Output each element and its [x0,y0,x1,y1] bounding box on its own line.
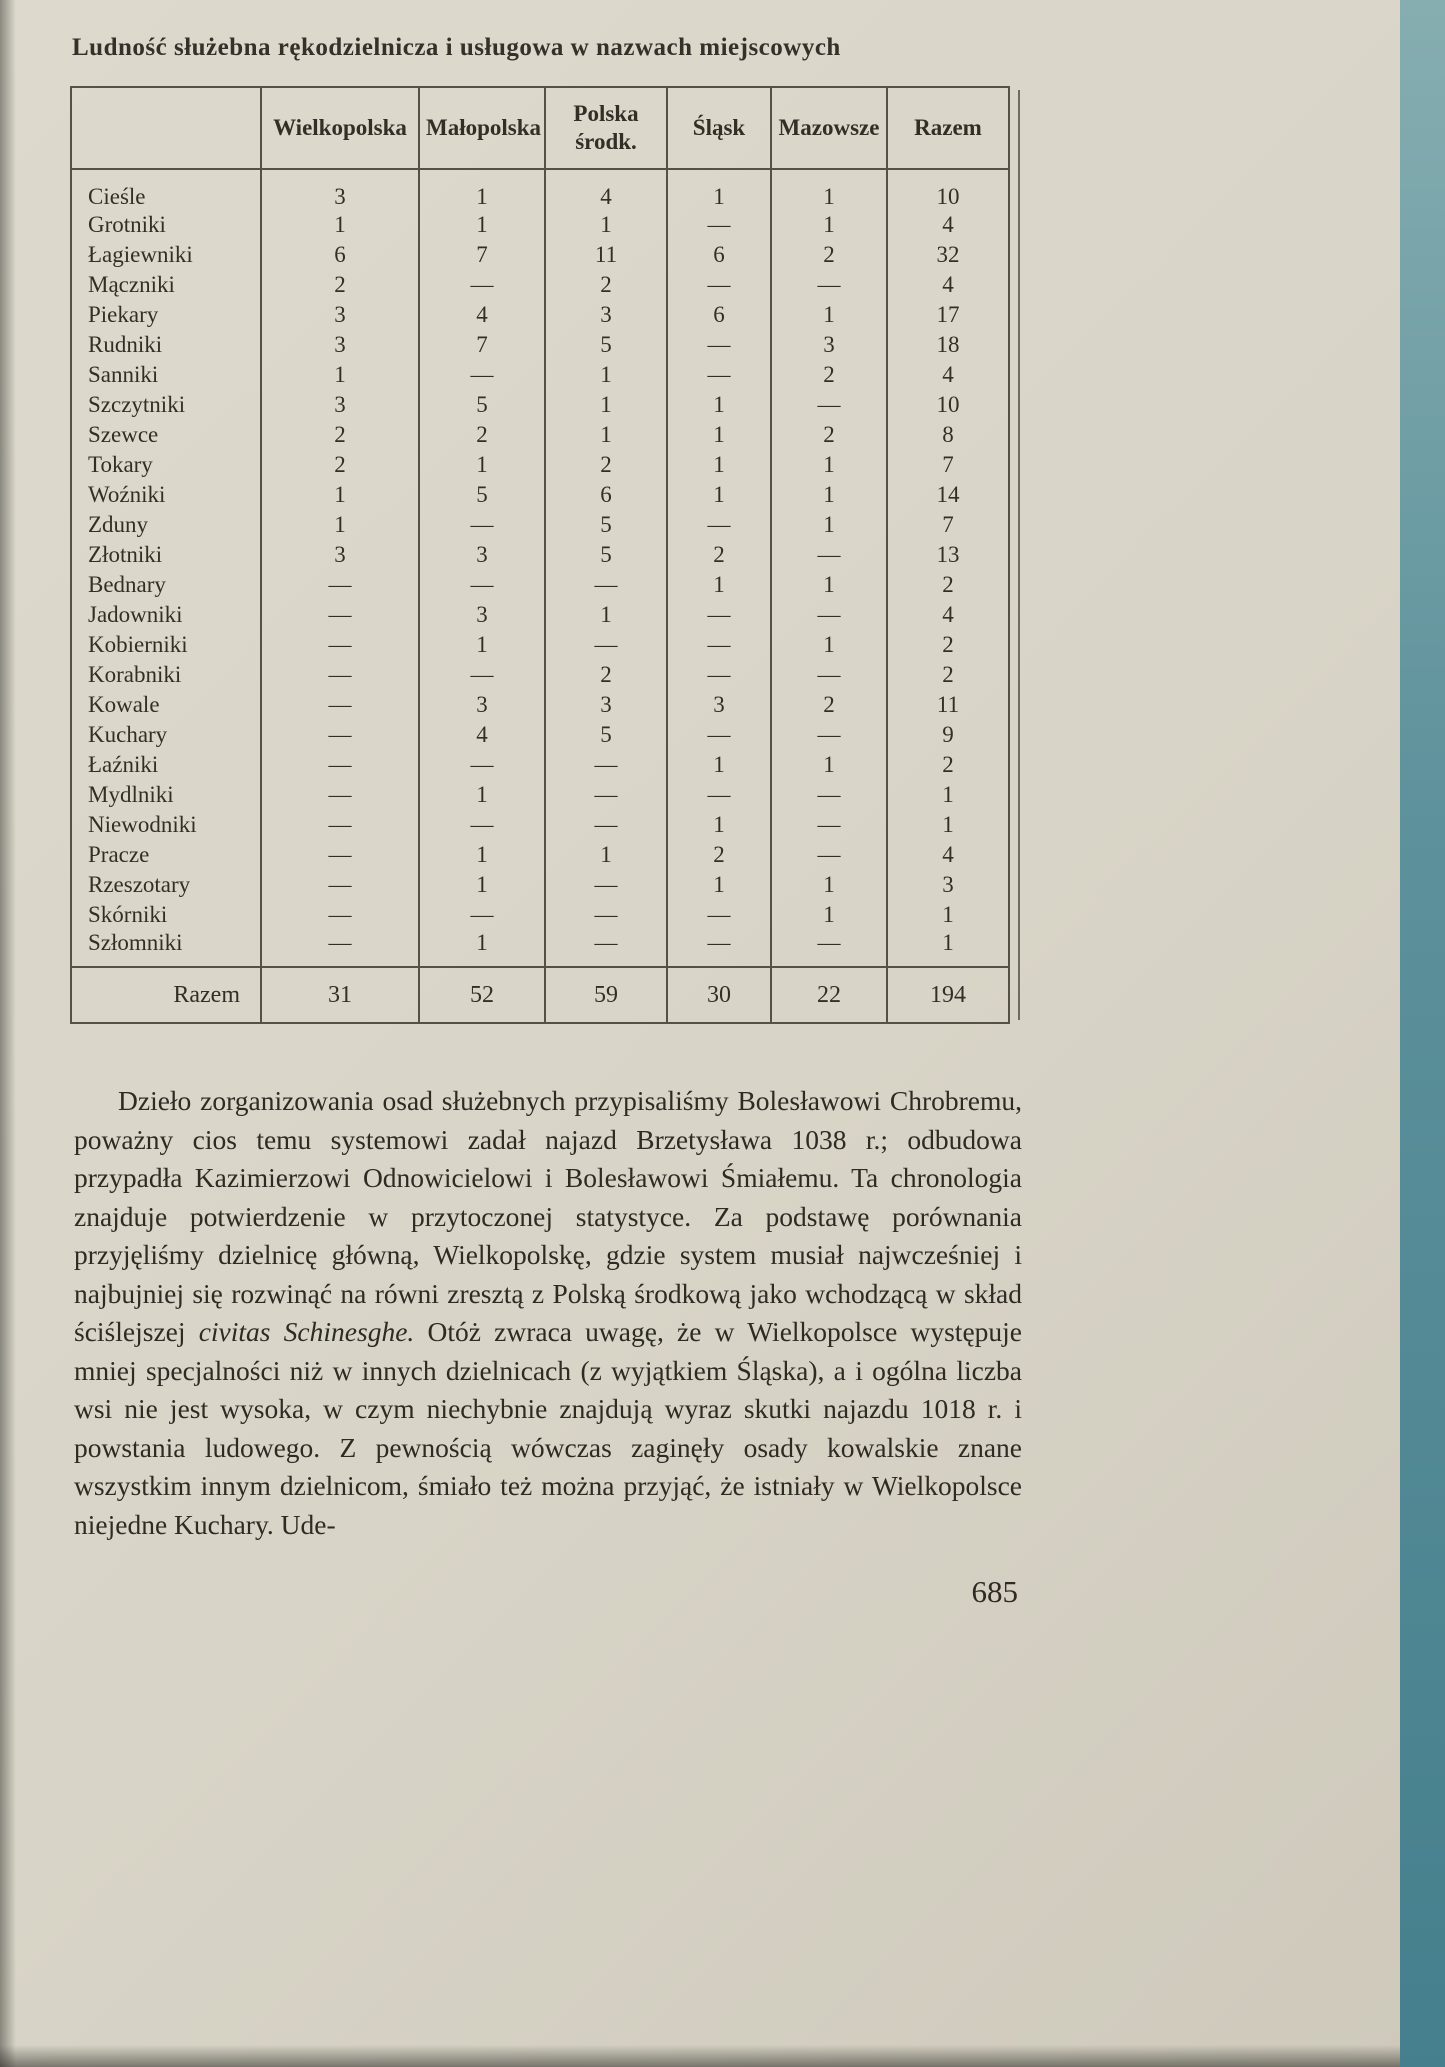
value-cell: 2 [887,660,1009,690]
value-cell: 2 [771,360,887,390]
value-cell: 5 [545,540,667,570]
value-cell: 11 [887,690,1009,720]
column-header-1: Wielkopolska [261,87,419,169]
value-cell: — [261,690,419,720]
value-cell: — [261,840,419,870]
table-row [71,270,1009,300]
value-cell: 18 [887,330,1009,360]
value-cell: 2 [261,450,419,480]
value-cell: 6 [261,240,419,270]
page-number: 685 [971,1574,1018,1609]
table-row [71,300,1009,330]
value-cell: — [667,510,771,540]
total-cell: 59 [545,967,667,1023]
value-cell: — [667,660,771,690]
table-row [71,540,1009,570]
row-label: Mączniki [71,270,261,300]
value-cell: 1 [667,450,771,480]
value-cell: — [771,720,887,750]
value-cell: 7 [419,240,545,270]
value-cell: 2 [261,420,419,450]
value-cell: 1 [667,810,771,840]
paragraph-latin-italic: civitas Schinesghe. [198,1316,415,1347]
value-cell: — [667,600,771,630]
total-cell: 52 [419,967,545,1023]
value-cell: 5 [419,480,545,510]
value-cell: 4 [887,600,1009,630]
value-cell: 1 [771,570,887,600]
value-cell: 1 [419,450,545,480]
row-label: Rudniki [71,330,261,360]
value-cell: — [667,270,771,300]
value-cell: 10 [887,169,1009,210]
value-cell: — [545,900,667,930]
table-row [71,660,1009,690]
table-row [71,510,1009,540]
value-cell: 17 [887,300,1009,330]
value-cell: 2 [887,750,1009,780]
value-cell: — [771,600,887,630]
value-cell: 2 [545,450,667,480]
value-cell: 2 [419,420,545,450]
value-cell: — [667,330,771,360]
row-label: Sanniki [71,360,261,390]
value-cell: 1 [545,420,667,450]
total-cell: 30 [667,967,771,1023]
value-cell: 3 [887,870,1009,900]
value-cell: 1 [887,780,1009,810]
value-cell: 1 [771,210,887,240]
value-cell: 7 [887,450,1009,480]
value-cell: — [419,660,545,690]
value-cell: — [261,930,419,967]
column-header-4: Śląsk [667,87,771,169]
table-row [71,900,1009,930]
value-cell: 1 [419,840,545,870]
value-cell: 1 [771,450,887,480]
value-cell: — [545,780,667,810]
value-cell: — [667,360,771,390]
value-cell: — [667,780,771,810]
value-cell: — [419,360,545,390]
table-row [71,780,1009,810]
row-label: Woźniki [71,480,261,510]
value-cell: 4 [887,210,1009,240]
value-cell: 1 [545,600,667,630]
totals-label: Razem [71,967,261,1023]
value-cell: — [771,840,887,870]
value-cell: 1 [545,390,667,420]
value-cell: — [261,780,419,810]
table-row [71,450,1009,480]
value-cell: 4 [887,840,1009,870]
row-label: Niewodniki [71,810,261,840]
value-cell: 1 [771,169,887,210]
value-cell: — [771,390,887,420]
row-label: Kowale [71,690,261,720]
value-cell: 1 [771,900,887,930]
row-label: Skórniki [71,900,261,930]
value-cell: 1 [545,210,667,240]
value-cell: 9 [887,720,1009,750]
value-cell: 1 [771,480,887,510]
value-cell: — [771,810,887,840]
page-content [70,28,1022,1610]
value-cell: — [667,930,771,967]
value-cell: 1 [887,930,1009,967]
table-row [71,630,1009,660]
table-row [71,810,1009,840]
value-cell: — [545,930,667,967]
value-cell: 2 [887,570,1009,600]
value-cell: 14 [887,480,1009,510]
value-cell: 1 [887,810,1009,840]
table-row [71,360,1009,390]
row-label: Pracze [71,840,261,870]
value-cell: — [261,870,419,900]
value-cell: 4 [887,270,1009,300]
value-cell: 1 [419,780,545,810]
value-cell: 4 [419,720,545,750]
table-row [71,930,1009,967]
value-cell: 3 [545,300,667,330]
table-totals-row [71,967,1009,1023]
value-cell: — [771,780,887,810]
value-cell: 7 [887,510,1009,540]
value-cell: 5 [419,390,545,420]
value-cell: 3 [419,600,545,630]
row-label: Zduny [71,510,261,540]
value-cell: 32 [887,240,1009,270]
value-cell: 6 [667,240,771,270]
value-cell: 3 [261,169,419,210]
value-cell: — [419,900,545,930]
value-cell: 2 [545,660,667,690]
value-cell: 3 [667,690,771,720]
total-cell: 194 [887,967,1009,1023]
value-cell: 1 [667,480,771,510]
value-cell: 5 [545,510,667,540]
row-label: Korabniki [71,660,261,690]
value-cell: 2 [667,540,771,570]
value-cell: 5 [545,720,667,750]
value-cell: 1 [771,300,887,330]
value-cell: 1 [771,870,887,900]
row-label: Szewce [71,420,261,450]
table-row [71,169,1009,210]
row-label: Rzeszotary [71,870,261,900]
value-cell: — [771,540,887,570]
value-cell: 1 [771,750,887,780]
value-cell: 8 [887,420,1009,450]
row-label: Szłomniki [71,930,261,967]
value-cell: 3 [261,390,419,420]
table-row [71,840,1009,870]
value-cell: 3 [771,330,887,360]
value-cell: 1 [419,630,545,660]
value-cell: 3 [261,540,419,570]
value-cell: 1 [261,360,419,390]
value-cell: 1 [261,210,419,240]
value-cell: 7 [419,330,545,360]
value-cell: 1 [545,840,667,870]
value-cell: 13 [887,540,1009,570]
value-cell: 4 [887,360,1009,390]
paragraph-text-end: Otóż zwraca uwagę, że w Wielkopolsce występuje mniej specjalności niż w innych dzielnicach (z wyjątkiem Śląska), a i ogólna liczba wsi nie jest wysoka, w czym niechybnie znajdują wyraz skutki najazdu 1018 r. i powstania ludowego. Z pewnością wówczas zaginęły osady kowalskie znane wszystkim innym dzielnicom, śmiało też można przyjąć, że istniały w Wielkopolsce niejedne Kuchary. Ude- [74,1316,1022,1540]
value-cell: 1 [667,870,771,900]
row-label: Cieśle [71,169,261,210]
value-cell: — [261,600,419,630]
value-cell: 6 [667,300,771,330]
value-cell: — [667,720,771,750]
value-cell: 6 [545,480,667,510]
row-label: Łaźniki [71,750,261,780]
value-cell: 1 [545,360,667,390]
table-row [71,390,1009,420]
row-label: Kobierniki [71,630,261,660]
value-cell: — [545,750,667,780]
table-row [71,210,1009,240]
value-cell: — [545,870,667,900]
value-cell: 5 [545,330,667,360]
row-label: Bednary [71,570,261,600]
value-cell: — [419,750,545,780]
value-cell: 3 [419,540,545,570]
value-cell: 1 [771,630,887,660]
table-row [71,240,1009,270]
row-label: Łagiewniki [71,240,261,270]
table-header-row [71,87,1009,169]
column-header-6: Razem [887,87,1009,169]
table-row [71,600,1009,630]
table-row [71,420,1009,450]
value-cell: 2 [667,840,771,870]
value-cell: — [771,270,887,300]
value-cell: 2 [771,420,887,450]
value-cell: 11 [545,240,667,270]
value-cell: 3 [545,690,667,720]
table-row [71,330,1009,360]
value-cell: 1 [419,169,545,210]
value-cell: 2 [771,690,887,720]
total-cell: 22 [771,967,887,1023]
value-cell: — [667,630,771,660]
value-cell: 1 [419,930,545,967]
value-cell: 1 [261,480,419,510]
value-cell: 3 [419,690,545,720]
table-row [71,750,1009,780]
value-cell: — [545,570,667,600]
value-cell: — [419,810,545,840]
row-label: Szczytniki [71,390,261,420]
value-cell: 2 [771,240,887,270]
value-cell: — [419,270,545,300]
value-cell: 1 [667,420,771,450]
row-label: Grotniki [71,210,261,240]
body-paragraph [74,1082,1022,1544]
settlement-names-table [70,86,1010,1024]
row-label: Jadowniki [71,600,261,630]
value-cell: 1 [771,510,887,540]
value-cell: 1 [667,169,771,210]
value-cell: — [261,720,419,750]
value-cell: 1 [419,210,545,240]
value-cell: — [261,900,419,930]
paragraph-text-start: Dzieło zorganizowania osad służebnych przypisaliśmy Bolesławowi Chrobremu, poważny cios temu systemowi zadał najazd Brzetysława 1038 r.; odbudowa przypadła Kazimierzowi Odnowicielowi i Bolesławowi Śmiałemu. Ta chronologia znajduje potwierdzenie w przytoczonej statystyce. Za podstawę porównania przyjęliśmy dzielnicę główną, Wielkopolskę, gdzie system musiał najwcześniej i najbujniej się rozwinąć na równi zresztą z Polską środkową jako wchodzącą w skład ściślejszej [74,1085,1022,1347]
value-cell: — [667,900,771,930]
column-header-3: Polska środk. [545,87,667,169]
value-cell: — [261,660,419,690]
value-cell: 1 [667,750,771,780]
value-cell: — [261,810,419,840]
value-cell: 4 [545,169,667,210]
value-cell: — [771,660,887,690]
value-cell: — [419,570,545,600]
row-label: Złotniki [71,540,261,570]
value-cell: 1 [261,510,419,540]
column-header-2: Małopolska [419,87,545,169]
row-label: Piekary [71,300,261,330]
table-wrapper [70,86,1008,1024]
value-cell: 1 [667,390,771,420]
row-label: Tokary [71,450,261,480]
value-cell: 10 [887,390,1009,420]
row-label: Kuchary [71,720,261,750]
table-row [71,690,1009,720]
value-cell: 3 [261,330,419,360]
table-row [71,570,1009,600]
column-header-5: Mazowsze [771,87,887,169]
value-cell: 4 [419,300,545,330]
table-row [71,720,1009,750]
value-cell: 2 [887,630,1009,660]
value-cell: — [419,510,545,540]
row-label: Mydlniki [71,780,261,810]
value-cell: — [667,210,771,240]
table-corner-cell [71,87,261,169]
value-cell: — [545,810,667,840]
total-cell: 31 [261,967,419,1023]
value-cell: 2 [261,270,419,300]
value-cell: 2 [545,270,667,300]
table-row [71,870,1009,900]
value-cell: 1 [667,570,771,600]
value-cell: — [771,930,887,967]
value-cell: 1 [887,900,1009,930]
value-cell: — [261,570,419,600]
value-cell: — [261,630,419,660]
table-caption: Ludność służebna rękodzielnicza i usługowa w nazwach miejscowych [72,34,841,61]
table-row [71,480,1009,510]
value-cell: 1 [419,870,545,900]
value-cell: 3 [261,300,419,330]
value-cell: — [261,750,419,780]
value-cell: — [545,630,667,660]
